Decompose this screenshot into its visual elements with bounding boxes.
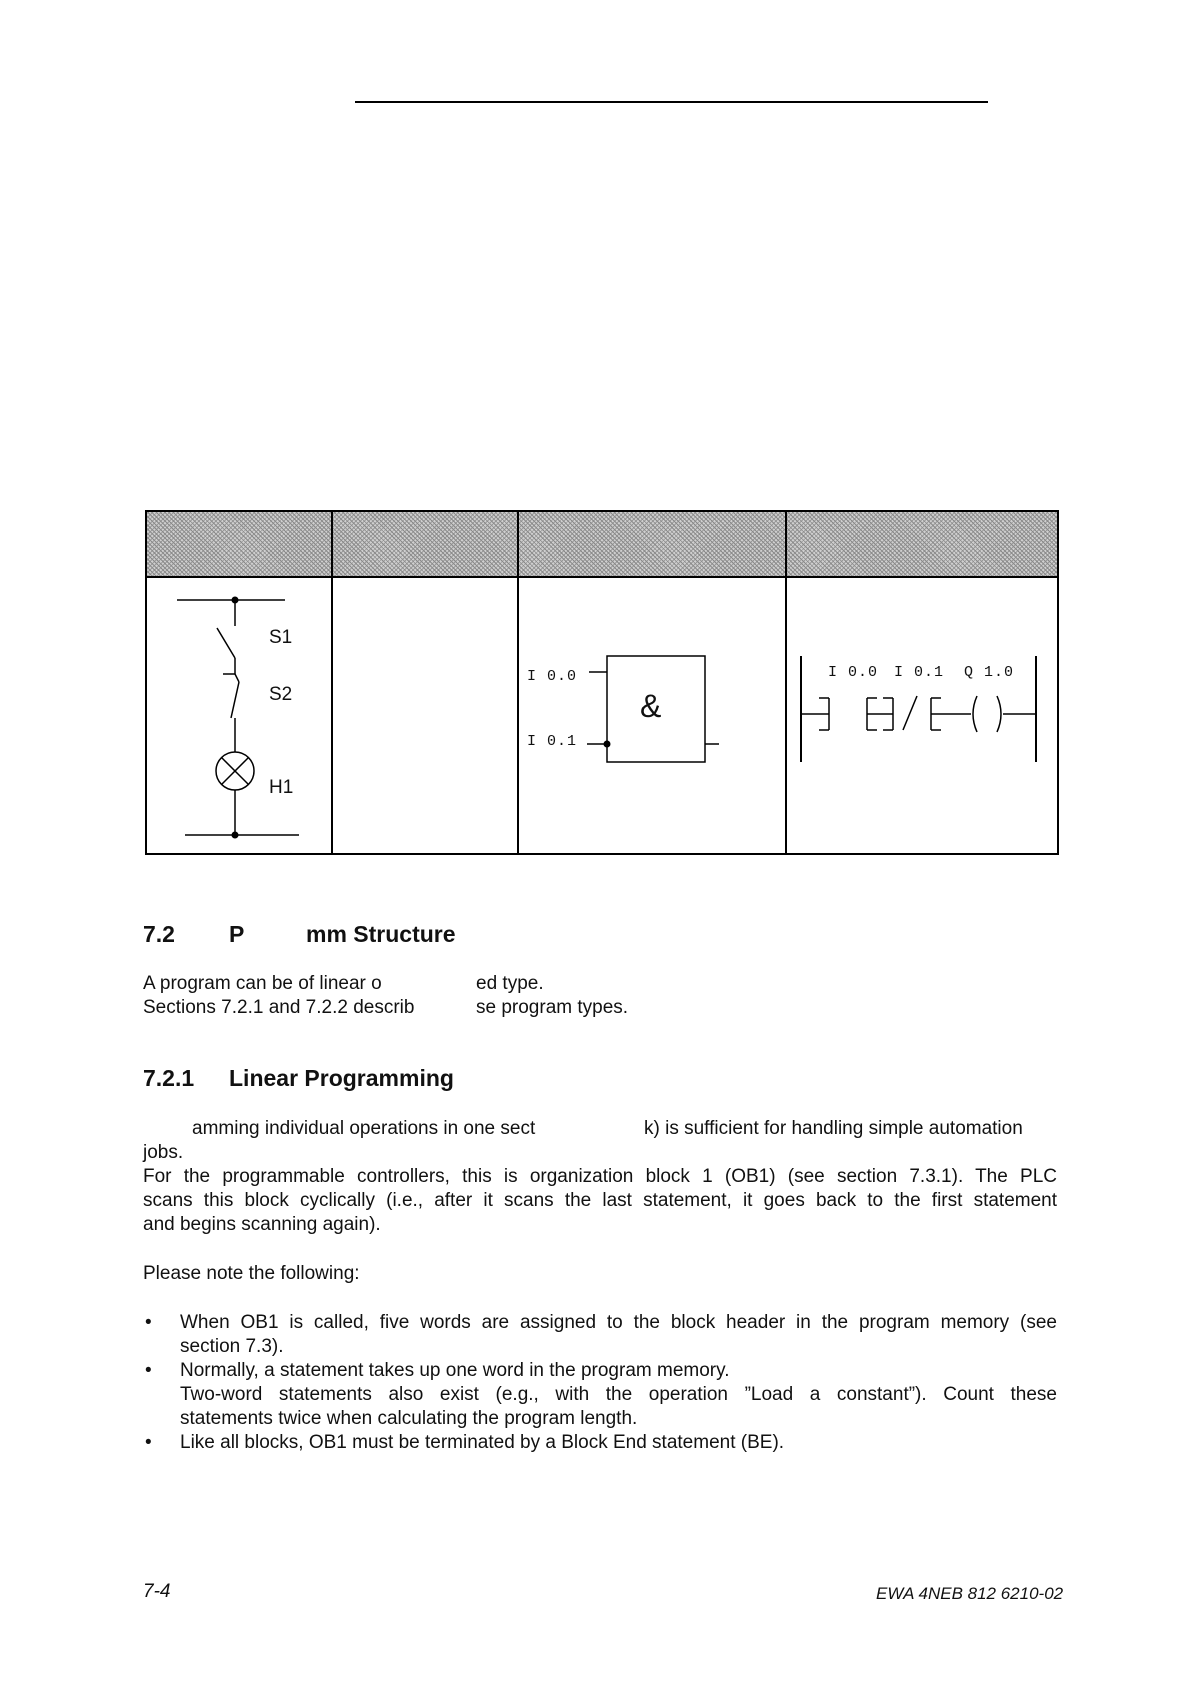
bullet-symbol: • (145, 1360, 152, 1381)
body-text: and begins scanning again). (143, 1214, 381, 1235)
section-title-part: mm Structure (306, 921, 456, 947)
bullet-text: Normally, a statement takes up one word in the program memory. (180, 1360, 730, 1381)
and-gate-symbol: & (640, 688, 662, 724)
ladder-address-label: I 0.0 (828, 664, 879, 681)
bullet-text: When OB1 is called, five words are assigned to the block header in the program memory (see (180, 1312, 1057, 1333)
body-text: scans this block cyclically (i.e., after it scans the last statement, it goes back to the first statement (143, 1190, 1057, 1211)
intro-text: Sections 7.2.1 and 7.2.2 describ (143, 997, 415, 1018)
ladder-address-label: I 0.1 (894, 664, 945, 681)
intro-text: se program types. (476, 997, 629, 1018)
page-number: 7-4 (143, 1581, 171, 1602)
fbd-input-label: I 0.0 (527, 668, 578, 685)
bullet-text: Two-word statements also exist (e.g., with the operation ”Load a constant”). Count these (180, 1384, 1057, 1405)
lamp-h1-label: H1 (269, 777, 294, 798)
section-title-part: P (229, 921, 245, 947)
subsection-number: 7.2.1 (143, 1065, 195, 1091)
intro-text: ed type. (476, 973, 544, 994)
circuit-diagram (147, 578, 329, 853)
intro-text: A program can be of linear o (143, 973, 382, 994)
table-divider (331, 512, 333, 853)
switch-s2-label: S2 (269, 684, 293, 705)
bullet-text: section 7.3). (180, 1336, 284, 1357)
document-id: EWA 4NEB 812 6210-02 (876, 1584, 1064, 1603)
note-intro: Please note the following: (143, 1263, 360, 1284)
header-rule (355, 101, 988, 103)
section-number: 7.2 (143, 921, 175, 947)
body-text: k) is sufficient for handling simple automation (644, 1118, 1023, 1139)
subsection-title: Linear Programming (229, 1065, 454, 1091)
bullet-symbol: • (145, 1312, 152, 1333)
switch-s1-label: S1 (269, 627, 293, 648)
bullet-symbol: • (145, 1432, 152, 1453)
figure-table-header (147, 512, 1057, 578)
body-text: For the programmable controllers, this is organization block 1 (OB1) (see section 7.3.1). The PLC (143, 1166, 1057, 1187)
body-text: jobs. (143, 1142, 184, 1163)
bullet-text: statements twice when calculating the program length. (180, 1408, 638, 1429)
bullet-text: Like all blocks, OB1 must be terminated by a Block End statement (BE). (180, 1432, 785, 1453)
body-text: amming individual operations in one sect (192, 1118, 536, 1139)
ladder-address-label: Q 1.0 (964, 664, 1015, 681)
fbd-input-label: I 0.1 (527, 733, 578, 750)
ladder-diagram (787, 578, 1057, 853)
